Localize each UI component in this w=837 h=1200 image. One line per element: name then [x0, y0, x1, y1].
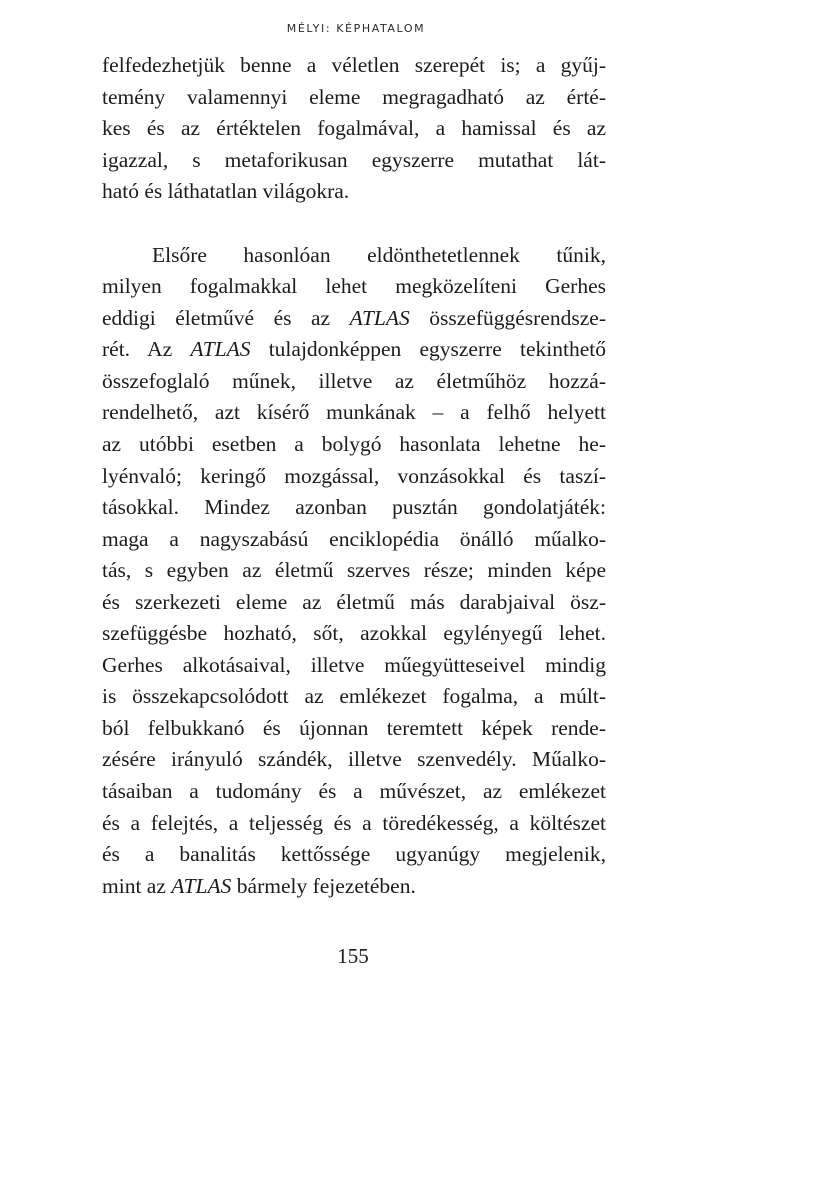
text-line: tás, s egyben az életmű szerves része; minden képe — [102, 558, 606, 583]
text-line: lyénvaló; keringő mozgással, vonzásokkal és taszí- — [102, 463, 606, 488]
text-line: zésére irányuló szándék, illetve szenvedély. Műalko- — [102, 747, 606, 772]
text-line: rét. Az ATLAS tulajdonképpen egyszerre tekinthető — [102, 337, 607, 362]
text-line: tásaiban a tudomány és a művészet, az emlékezet — [102, 779, 606, 804]
text-line: és a banalitás kettőssége ugyanúgy megjelenik, — [102, 842, 606, 867]
text-line: tásokkal. Mindez azonban pusztán gondolatjáték: — [102, 495, 606, 520]
text-line: eddigi életművé és az ATLAS összefüggésrendsze- — [102, 305, 606, 330]
text-line: kes és az értéktelen fogalmával, a hamissal és az — [102, 116, 606, 141]
body-text — [102, 50, 606, 902]
text-line: és szerkezeti eleme az életmű más darabjaival ösz- — [102, 589, 606, 614]
text-line: szefüggésbe hozható, sőt, azokkal egylényegű lehet. — [102, 621, 606, 646]
text-line: igazzal, s metaforikusan egyszerre mutathat lát- — [102, 147, 606, 172]
text-line: is összekapcsolódott az emlékezet fogalma, a múlt- — [102, 684, 606, 709]
text-line: Elsőre hasonlóan eldönthetetlennek tűnik, — [152, 242, 606, 267]
italic-title: ATLAS — [349, 305, 410, 330]
text-line: rendelhető, azt kísérő munkának – a felhő helyett — [102, 400, 606, 425]
text-line: és a felejtés, a teljesség és a töredékesség, a költészet — [102, 810, 606, 835]
italic-title: ATLAS — [171, 873, 232, 898]
text-line: az utóbbi esetben a bolygó hasonlata lehetne he- — [102, 432, 606, 457]
paragraph-gap — [102, 208, 606, 240]
text-line: összefoglaló műnek, illetve az életműhöz hozzá- — [102, 368, 606, 393]
text-line: ból felbukkanó és újonnan teremtett képek rende- — [102, 715, 606, 740]
text-line: temény valamennyi eleme megragadható az érté- — [102, 84, 606, 109]
running-head: MÉLYI: KÉPHATALOM — [286, 22, 426, 35]
text-line: felfedezhetjük benne a véletlen szerepét is; a gyűj- — [102, 53, 606, 77]
italic-title: ATLAS — [190, 337, 251, 362]
page-number: 155 — [337, 944, 369, 968]
text-line: mint az ATLAS bármely fejezetében. — [102, 873, 416, 898]
text-line: milyen fogalmakkal lehet megközelíteni Gerhes — [102, 274, 606, 299]
text-line: maga a nagyszabású enciklopédia önálló műalko- — [102, 526, 606, 551]
text-line: ható és láthatatlan világokra. — [102, 179, 350, 204]
text-line: Gerhes alkotásaival, illetve műegyütteseivel mindig — [102, 652, 606, 677]
